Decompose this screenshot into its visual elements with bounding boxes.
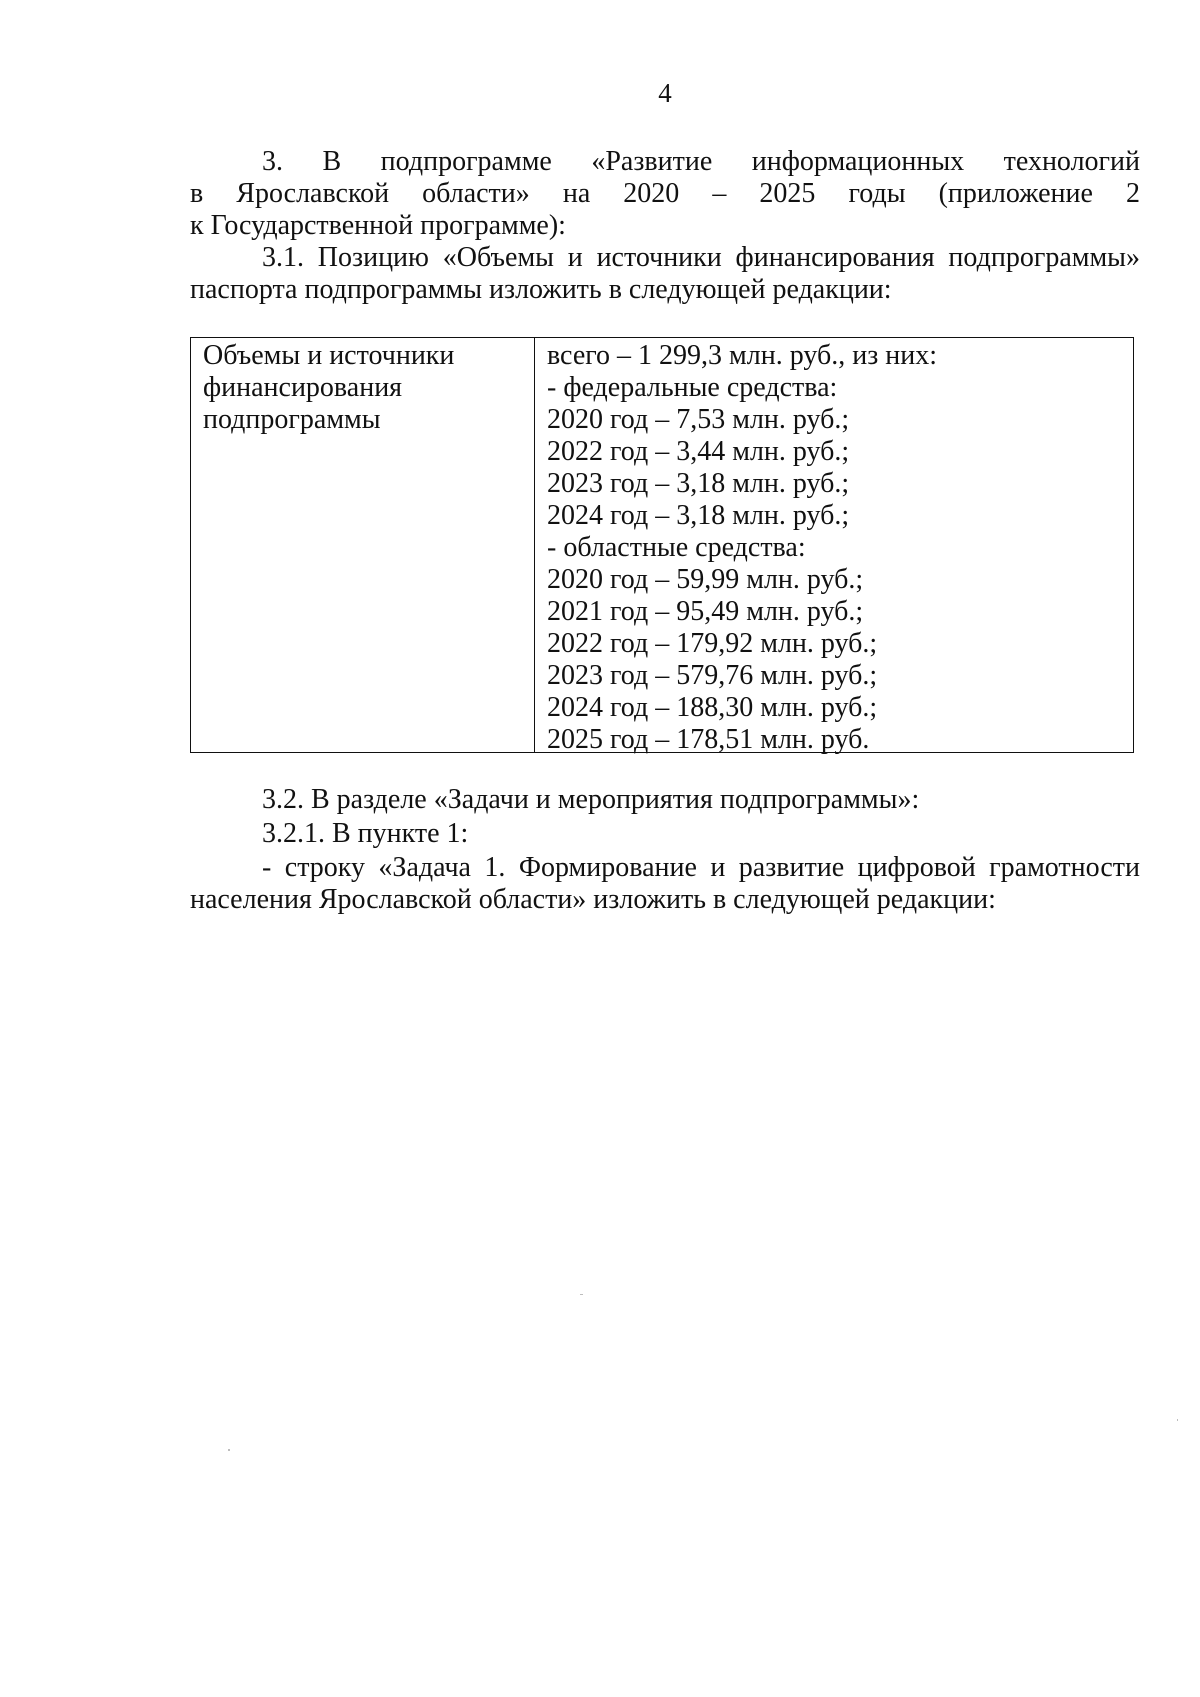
federal-funds-row: 2022 год – 3,44 млн. руб.;: [547, 436, 850, 467]
scan-artifact: [580, 1294, 583, 1295]
regional-funds-row: 2021 год – 95,49 млн. руб.;: [547, 596, 864, 627]
regional-funds-row: 2022 год – 179,92 млн. руб.;: [547, 628, 878, 659]
federal-funds-row: 2023 год – 3,18 млн. руб.;: [547, 468, 850, 499]
table-value-cell: [535, 338, 1133, 755]
financing-table: [190, 337, 1134, 753]
table-label-line: Объемы и источники: [203, 340, 455, 371]
federal-funds-row: 2024 год – 3,18 млн. руб.;: [547, 500, 850, 531]
paragraph-3-1: 3.1. Позицию «Объемы и источники финансирования подпрограммы» паспорта подпрограммы изложить в следующей редакции:: [190, 242, 1140, 305]
paragraph-3-line-3: к Государственной программе):: [190, 210, 566, 241]
paragraph-3: [190, 146, 1140, 242]
page-number: 4: [658, 78, 672, 108]
regional-funds-row: 2023 год – 579,76 млн. руб.;: [547, 660, 878, 691]
regional-funds-heading: - областные средства:: [547, 532, 806, 563]
table-label-cell: [191, 338, 535, 752]
federal-funds-heading: - федеральные средства:: [547, 372, 838, 403]
paragraph-3-line-2: в Ярославской области» на 2020 – 2025 годы (приложение 2: [190, 178, 1140, 209]
federal-funds-row: 2020 год – 7,53 млн. руб.;: [547, 404, 850, 435]
regional-funds-row: 2024 год – 188,30 млн. руб.;: [547, 692, 878, 723]
paragraph-3-2-1: 3.2.1. В пункте 1:: [262, 818, 469, 849]
scan-artifact: [228, 1449, 230, 1451]
regional-funds-row: 2020 год – 59,99 млн. руб.;: [547, 564, 864, 595]
paragraph-3-2: 3.2. В разделе «Задачи и мероприятия подпрограммы»:: [262, 784, 920, 815]
paragraph-task-1: - строку «Задача 1. Формирование и развитие цифровой грамотности населения Ярославской области» изложить в следующей редакции:: [190, 852, 1140, 915]
scan-artifact: [1177, 1419, 1178, 1421]
table-label-line: подпрограммы: [203, 404, 381, 435]
financing-total: всего – 1 299,3 млн. руб., из них:: [547, 340, 938, 371]
paragraph-3-line-1: 3. В подпрограмме «Развитие информационных технологий: [262, 146, 1140, 177]
table-label-line: финансирования: [203, 372, 403, 403]
regional-funds-row: 2025 год – 178,51 млн. руб.: [547, 724, 870, 755]
